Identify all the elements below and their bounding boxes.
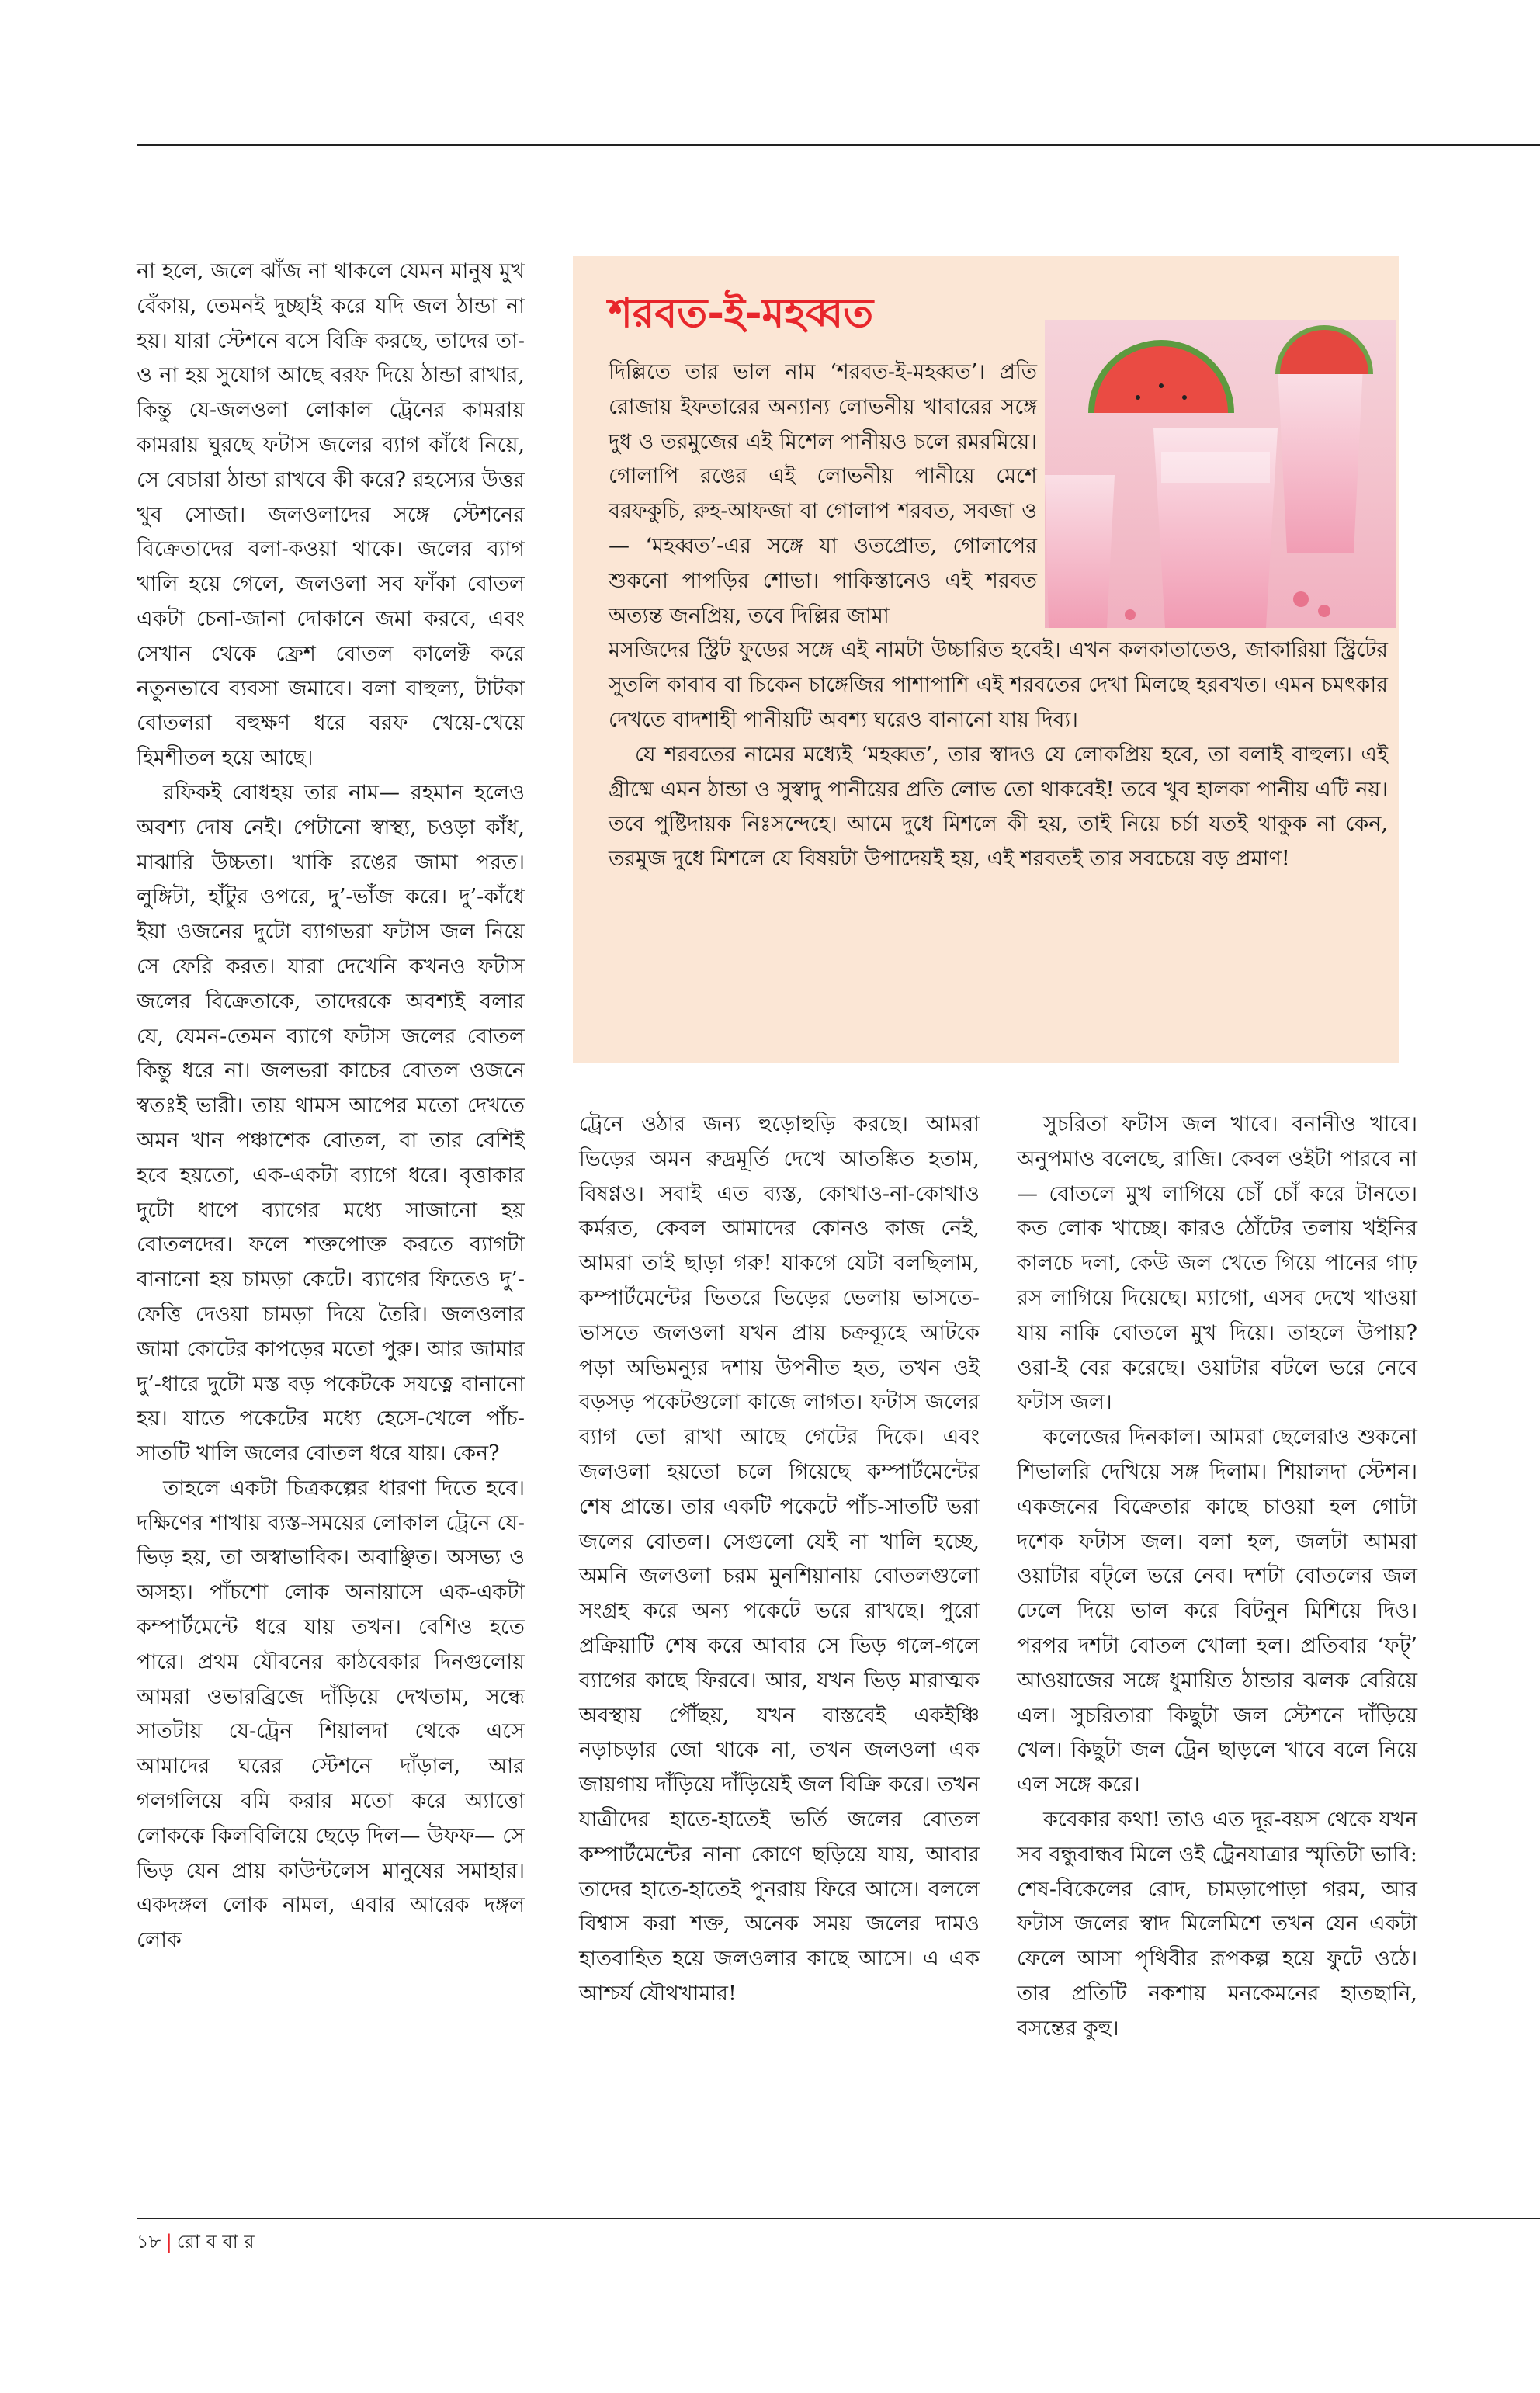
sidebar-title: শরবত-ই-মহব্বত [609,290,874,337]
sidebar-text [609,355,1388,877]
page-number: ১৮ [137,2231,161,2253]
sidebar-paragraph: মসজিদের স্ট্রিট ফুডের সঙ্গে এই নামটা উচ্চারিত হবেই। এখন কলকাতাতেও, জাকারিয়া স্ট্রিটের সুতলি কাবাব বা চিকেন চাঙ্গেজির পাশাপাশি এই শরবতের দেখা মিলছে হরবখত। এমন চমৎকার দেখতে বাদশাহী পানীয়টি অবশ্য ঘরেও বানানো যায় দিব্য। [609,638,1388,732]
sidebar-box [573,256,1399,1063]
top-rule [137,144,1540,146]
article-column-left [137,255,525,1958]
paragraph: না হলে, জলে ঝাঁজ না থাকলে যেমন মানুষ মুখ বেঁকায়, তেমনই দুচ্ছাই করে যদি জল ঠান্ডা না হয়। যারা স্টেশনে বসে বিক্রি করছে, তাদের তা-ও না হয় সুযোগ আছে বরফ দিয়ে ঠান্ডা রাখার, কিন্তু যে-জলওলা লোকাল ট্রেনের কামরায় কামরায় ঘুরছে ফটাস জলের ব্যাগ কাঁধে নিয়ে, সে বেচারা ঠান্ডা রাখবে কী করে? রহস্যের উত্তর খুব সোজা। জলওলাদের সঙ্গে স্টেশনের বিক্রেতাদের বলা-কওয়া থাকে। জলের ব্যাগ খালি হয়ে গেলে, জলওলা সব ফাঁকা বোতল একটা চেনা-জানা দোকানে জমা করবে, এবং সেখান থেকে ফ্রেশ বোতল কালেক্ট করে নতুনভাবে ব্যবসা জমাবে। বলা বাহুল্য, টাটকা বোতলরা বহুক্ষণ ধরে বরফ খেয়ে-খেয়ে হিমশীতল হয়ে আছে। [137,259,525,771]
section-name: রো ব বা র [176,2231,255,2253]
paragraph: রফিকই বোধহয় তার নাম— রহমান হলেও অবশ্য দোষ নেই। পেটানো স্বাস্থ্য, চওড়া কাঁধ, মাঝারি উচ্চতা। খাকি রঙের জামা পরত। লুঙ্গিটা, হাঁটুর ওপরে, দু’-ভাঁজ করে। দু’-কাঁধে ইয়া ওজনের দুটো ব্যাগভরা ফটাস জল নিয়ে সে ফেরি করত। যারা দেখেনি কখনও ফটাস জলের বিক্রেতাকে, তাদেরকে অবশ্যই বলার যে, যেমন-তেমন ব্যাগে ফটাস জলের বোতল কিন্তু ধরে না। জলভরা কাচের বোতল ওজনে স্বতঃই ভারী। তায় থামস আপের মতো দেখতে অমন খান পঞ্চাশেক বোতল, বা তার বেশিই হবে হয়তো, এক-একটা ব্যাগে ধরে। বৃত্তাকার দুটো ধাপে ব্যাগের মধ্যে সাজানো হয় বোতলদের। ফলে শক্তপোক্ত করতে ব্যাগটা বানানো হয় চামড়া কেটে। ব্যাগের ফিতেও দু’-ফেত্তি দেওয়া চামড়া দিয়ে তৈরি। জলওলার জামা কোটের কাপড়ের মতো পুরু। আর জামার দু’-ধারে দুটো মস্ত বড় পকেটকে সযত্নে বানানো হয়। যাতে পকেটের মধ্যে হেসে-খেলে পাঁচ-সাতটি খালি জলের বোতল ধরে যায়। কেন? [137,780,525,1466]
paragraph: কলেজের দিনকাল। আমরা ছেলেরাও শুকনো শিভালরি দেখিয়ে সঙ্গ দিলাম। শিয়ালদা স্টেশন। একজনের বিক্রেতার কাছে চাওয়া হল গোটা দশেক ফটাস জল। বলা হল, জলটা আমরা ওয়াটার বট্‌লে ভরে নেব। দশটা বোতলের জল ঢেলে দিয়ে ভাল করে বিটনুন মিশিয়ে দিও। পরপর দশটা বোতল খোলা হল। প্রতিবার ‘ফট্’ আওয়াজের সঙ্গে ধুমায়িত ঠান্ডার ঝলক বেরিয়ে এল। সুচরিতারা কিছুটা জল স্টেশনে দাঁড়িয়ে খেল। কিছুটা জল ট্রেন ছাড়লে খাবে বলে নিয়ে এল সঙ্গে করে। [1017,1425,1417,1798]
bottom-rule [137,2218,1540,2219]
sidebar-paragraph: যে শরবতের নামের মধ্যেই ‘মহব্বত’, তার স্বাদও যে লোকপ্রিয় হবে, তা বলাই বাহুল্য। এই গ্রীষ্মে এমন ঠান্ডা ও সুস্বাদু পানীয়ের প্রতি লোভ তো থাকবেই! তবে খুব হালকা পানীয় এটি নয়। তবে পুষ্টিদায়ক নিঃসন্দেহে। আমে দুধে মিশলে কী হয়, তাই নিয়ে চর্চা যতই থাকুক না কেন, তরমুজ দুধে মিশলে যে বিষয়টা উপাদেয়ই হয়, এই শরবতই তার সবচেয়ে বড় প্রমাণ! [609,742,1388,872]
article-column-right [1017,1108,1417,2047]
page-footer [137,2228,255,2259]
paragraph: তাহলে একটা চিত্রকল্পের ধারণা দিতে হবে। দক্ষিণের শাখায় ব্যস্ত-সময়ের লোকাল ট্রেনে যে-ভিড় হয়, তা অস্বাভাবিক। অবাঞ্ছিত। অসভ্য ও অসহ্য। পাঁচশো লোক অনায়াসে এক-একটা কম্পার্টমেন্টে ধরে যায় তখন। বেশিও হতে পারে। প্রথম যৌবনের কাঠবেকার দিনগুলোয় আমরা ওভারব্রিজে দাঁড়িয়ে দেখতাম, সন্ধে সাতটায় যে-ট্রেন শিয়ালদা থেকে এসে আমাদের ঘরের স্টেশনে দাঁড়াল, আর গলগলিয়ে বমি করার মতো করে অ্যাত্তো লোককে কিলবিলিয়ে ছেড়ে দিল— উফফ— সে ভিড় যেন প্রায় কাউন্টলেস মানুষের সমাহার। একদঙ্গল লোক নামল, এবার আরেক দঙ্গল লোক [137,1476,525,1953]
paragraph: ট্রেনে ওঠার জন্য হুড়োহুড়ি করছে। আমরা ভিড়ের অমন রুদ্রমূর্তি দেখে আতঙ্কিত হতাম, বিষণ্ণও। সবাই এত ব্যস্ত, কোথাও-না-কোথাও কর্মরত, কেবল আমাদের কোনও কাজ নেই, আমরা তাই ছাড়া গরু! যাকগে যেটা বলছিলাম, কম্পার্টমেন্টের ভিতরে ভিড়ের ভেলায় ভাসতে-ভাসতে জলওলা যখন প্রায় চক্রব্যূহে আটকে পড়া অভিমন্যুর দশায় উপনীত হত, তখন ওই বড়সড় পকেটগুলো কাজে লাগত। ফটাস জলের ব্যাগ তো রাখা আছে গেটের দিকে। এবং জলওলা হয়তো চলে গিয়েছে কম্পার্টমেন্টের শেষ প্রান্তে। তার একটি পকেটে পাঁচ-সাতটি ভরা জলের বোতল। সেগুলো যেই না খালি হচ্ছে, অমনি জলওলা চরম মুনশিয়ানায় বোতলগুলো সংগ্রহ করে অন্য পকেটে ভরে রাখছে। পুরো প্রক্রিয়াটি শেষ করে আবার সে ভিড় গলে-গলে ব্যাগের কাছে ফিরবে। আর, যখন ভিড় মারাত্মক অবস্থায় পৌঁছয়, যখন বাস্তবেই একইঞ্চি নড়াচড়ার জো থাকে না, তখন জলওলা এক জায়গায় দাঁড়িয়ে দাঁড়িয়েই জল বিক্রি করে। তখন যাত্রীদের হাতে-হাতেই ভর্তি জলের বোতল কম্পার্টমেন্টের নানা কোণে ছড়িয়ে যায়, আবার তাদের হাতে-হাতেই পুনরায় ফিরে আসে। বললে বিশ্বাস করা শক্ত, অনেক সময় জলের দামও হাতবাহিত হয়ে জলওলার কাছে আসে। এ এক আশ্চর্য যৌথখামার! [579,1112,980,2006]
paragraph: কবেকার কথা! তাও এত দূর-বয়স থেকে যখন সব বন্ধুবান্ধব মিলে ওই ট্রেনযাত্রার স্মৃতিটা ভাবি: শেষ-বিকেলের রোদ, চামড়াপোড়া গরম, আর ফটাস জলের স্বাদ মিলেমিশে তখন যেন একটা ফেলে আসা পৃথিবীর রূপকল্প হয়ে ফুটে ওঠে। তার প্রতিটি নকশায় মনকেমনের হাতছানি, বসন্তের কুহু। [1017,1807,1417,2041]
paragraph: সুচরিতা ফটাস জল খাবে। বনানীও খাবে। অনুপমাও বলেছে, রাজি। কেবল ওইটা পারবে না— বোতলে মুখ লাগিয়ে চোঁ চোঁ করে টানতে। কত লোক খাচ্ছে। কারও ঠোঁটের তলায় খইনির কালচে দলা, কেউ জল খেতে গিয়ে পানের গাঢ় রস লাগিয়ে দিয়েছে। ম্যাগো, এসব দেখে খাওয়া যায় নাকি বোতলে মুখ দিয়ে। তাহলে উপায়? ওরা-ই বের করেছে। ওয়াটার বটলে ভরে নেবে ফটাস জল। [1017,1112,1417,1415]
footer-separator: | [165,2230,172,2253]
article-column-middle [579,1108,980,2012]
sidebar-paragraph: দিল্লিতে তার ভাল নাম ‘শরবত-ই-মহব্বত’। প্রতি রোজায় ইফতারের অন্যান্য লোভনীয় খাবারের সঙ্গে দুধ ও তরমুজের এই মিশেল পানীয়ও চলে রমরমিয়ে। গোলাপি রঙের এই লোভনীয় পানীয়ে মেশে বরফকুচি, রুহ-আফজা বা গোলাপ শরবত, সবজা ও— ‘মহব্বত’-এর সঙ্গে যা ওতপ্রোত, গোলাপের শুকনো পাপড়ির শোভা। পাকিস্তানেও এই শরবত অত্যন্ত জনপ্রিয়, তবে দিল্লির জামা [609,360,1037,628]
